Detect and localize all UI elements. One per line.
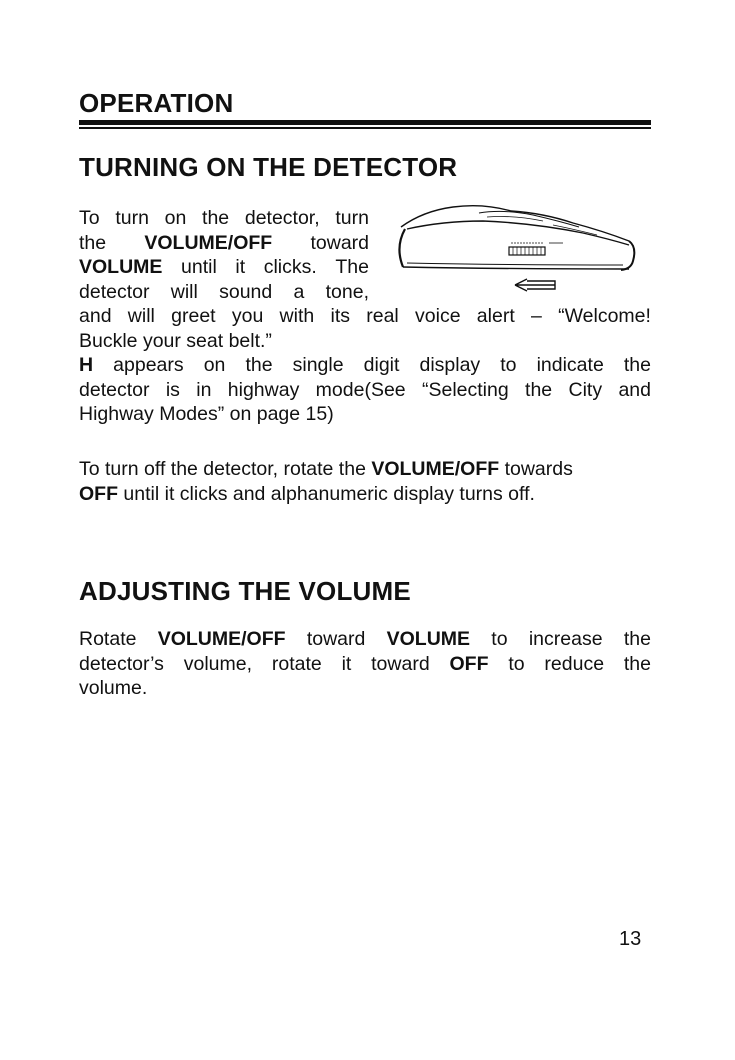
word: a bbox=[293, 280, 305, 303]
turning-on-paragraph bbox=[79, 206, 651, 427]
word: To bbox=[79, 207, 100, 229]
text-run: To turn off the detector, rotate the bbox=[79, 458, 372, 480]
word: real bbox=[366, 305, 399, 327]
section-rule-thin bbox=[79, 127, 651, 129]
text-line bbox=[79, 255, 369, 280]
word: the bbox=[202, 207, 230, 229]
word: and bbox=[618, 378, 651, 401]
word: to bbox=[491, 628, 508, 650]
text-line bbox=[79, 304, 651, 329]
word: rotate bbox=[271, 652, 322, 675]
text-line bbox=[79, 206, 369, 231]
word: in bbox=[196, 378, 212, 401]
word: the bbox=[79, 231, 107, 254]
section-rule-thick bbox=[79, 120, 651, 125]
word: toward bbox=[306, 628, 366, 650]
control-name: VOLUME bbox=[79, 256, 163, 278]
turning-off-paragraph bbox=[79, 457, 651, 506]
word: it bbox=[341, 652, 352, 675]
word: the bbox=[623, 354, 651, 376]
word: is bbox=[165, 378, 180, 401]
word: toward bbox=[371, 652, 430, 675]
word: detector’s bbox=[79, 652, 164, 675]
control-name: VOLUME/OFF bbox=[157, 628, 286, 650]
word: increase bbox=[528, 628, 603, 650]
word: on bbox=[164, 207, 187, 229]
control-name: VOLUME/OFF bbox=[371, 458, 500, 480]
word: display bbox=[419, 354, 481, 376]
word: tone, bbox=[325, 280, 369, 303]
word: alert bbox=[476, 305, 515, 327]
word: volume, bbox=[183, 652, 253, 675]
word: detector, bbox=[244, 207, 320, 229]
word: digit bbox=[363, 354, 400, 376]
word: turn bbox=[335, 207, 369, 229]
text-line: volume. bbox=[79, 677, 148, 699]
word: voice bbox=[415, 305, 461, 327]
text-line bbox=[79, 280, 369, 305]
word: single bbox=[292, 354, 344, 376]
word: reduce bbox=[544, 652, 605, 675]
turning-on-heading: TURNING ON THE DETECTOR bbox=[79, 152, 458, 182]
word: the bbox=[245, 354, 273, 376]
text-line bbox=[79, 482, 651, 507]
word: toward bbox=[310, 231, 369, 254]
word: sound bbox=[219, 280, 273, 303]
control-name: VOLUME bbox=[386, 628, 471, 650]
word: and bbox=[79, 305, 112, 327]
word: with bbox=[279, 305, 315, 327]
word: Rotate bbox=[79, 628, 137, 650]
word: the bbox=[623, 652, 651, 675]
word: to bbox=[508, 652, 525, 675]
word: detector bbox=[79, 280, 150, 303]
word: will bbox=[170, 280, 198, 303]
text-line bbox=[79, 378, 651, 403]
text-line bbox=[79, 231, 369, 256]
adjusting-volume-paragraph bbox=[79, 627, 651, 701]
mode-letter: H bbox=[79, 354, 94, 376]
word: the bbox=[525, 378, 553, 401]
word: greet bbox=[171, 305, 216, 327]
text-line: Buckle your seat belt.” bbox=[79, 329, 272, 352]
word: will bbox=[127, 305, 155, 327]
word: The bbox=[335, 256, 369, 278]
word: “Welcome! bbox=[558, 305, 651, 327]
word: it bbox=[235, 256, 246, 278]
word: City bbox=[568, 378, 603, 401]
control-name: OFF bbox=[79, 482, 118, 505]
word: its bbox=[330, 305, 350, 327]
word: until bbox=[181, 256, 217, 278]
word: highway bbox=[227, 378, 300, 401]
word: indicate bbox=[536, 354, 604, 376]
word: – bbox=[530, 305, 542, 327]
adjusting-volume-heading: ADJUSTING THE VOLUME bbox=[79, 576, 411, 606]
word: you bbox=[231, 305, 264, 327]
text-line: Highway Modes” on page 15) bbox=[79, 403, 334, 425]
word: appears bbox=[113, 354, 184, 376]
word: mode(See bbox=[315, 378, 406, 401]
text-line bbox=[79, 627, 651, 652]
text-line bbox=[79, 353, 651, 378]
word: turn bbox=[115, 207, 149, 229]
control-name: VOLUME/OFF bbox=[144, 231, 273, 254]
word: “Selecting bbox=[421, 378, 509, 401]
word: the bbox=[623, 628, 651, 650]
text-run: until it clicks and alphanumeric display turns off. bbox=[118, 482, 535, 505]
page-number: 13 bbox=[619, 928, 642, 950]
word: detector bbox=[79, 378, 150, 401]
word: to bbox=[500, 354, 517, 376]
word: clicks. bbox=[263, 256, 317, 278]
text-run: towards bbox=[499, 458, 573, 480]
section-title: OPERATION bbox=[79, 88, 234, 118]
control-name: OFF bbox=[449, 652, 489, 675]
text-line bbox=[79, 652, 651, 677]
text-line bbox=[79, 457, 651, 482]
word: on bbox=[203, 354, 226, 376]
